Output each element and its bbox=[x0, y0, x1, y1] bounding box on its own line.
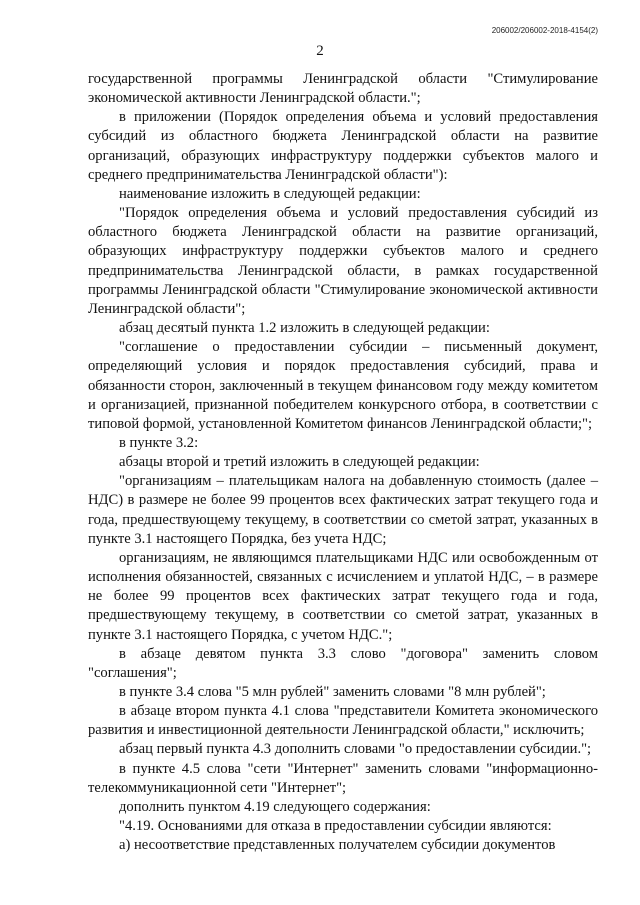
paragraph-add-item-4-19: дополнить пунктом 4.19 следующего содержания: bbox=[119, 798, 431, 815]
paragraph-item-3-3: в абзаце девятом пункта 3.3 слово "договора" заменить словом "соглашения"; bbox=[88, 645, 598, 681]
paragraph-item-4-19-a: а) несоответствие представленных получателем субсидии документов bbox=[119, 837, 556, 854]
paragraph-item-4-19: "4.19. Основаниями для отказа в предоставлении субсидии являются: bbox=[119, 818, 552, 835]
paragraph-item-4-1: в абзаце втором пункта 4.1 слова "представители Комитета экономического развития и инвестиционной деятельности Ленинградской области," исключить; bbox=[88, 703, 598, 739]
paragraph-item-3-4: в пункте 3.4 слова "5 млн рублей" заменить словами "8 млн рублей"; bbox=[119, 684, 546, 700]
paragraph-item-3-2: в пункте 3.2: bbox=[119, 434, 199, 451]
document-body bbox=[88, 70, 598, 855]
paragraph-new-name: "Порядок определения объема и условий предоставления субсидий из областного бюджета Ленинградской области на развитие организаций, образующих инфраструктуру поддержки субъектов малого и среднего предпринимательства Ленинградской области, в рамках государственной программы Ленинградской области "Стимулирование экономической активности Ленинградской области"; bbox=[88, 205, 598, 317]
paragraph-vat-payers: "организациям – плательщикам налога на добавленную стоимость (далее – НДС) в размере не более 99 процентов всех фактических затрат текущего года и года, предшествующему текущему, в соответствии со сметой затрат, указанных в пункте 3.1 настоящего Порядка, без учета НДС; bbox=[88, 473, 598, 547]
page-number: 2 bbox=[316, 43, 324, 59]
paragraph-item-4-3: абзац первый пункта 4.3 дополнить словами "о предоставлении субсидии."; bbox=[119, 741, 592, 758]
paragraph-item-4-5: в пункте 4.5 слова "сети "Интернет" заменить словами "информационно-телекоммуникационной сети "Интернет"; bbox=[88, 760, 598, 796]
document-registration-number: 206002/206002-2018-4154(2) bbox=[491, 26, 598, 35]
paragraph-non-vat-payers: организациям, не являющимся плательщиками НДС или освобожденным от исполнения обязанностей, связанных с исчислением и уплатой НДС, – в размере не более 99 процентов всех фактических затрат текущего года и года, предшествующему текущему, в соответствии со сметой затрат, указанных в пункте 3.1 настоящего Порядка, с учетом НДС."; bbox=[88, 549, 598, 643]
paragraph-program-title-continuation: государственной программы Ленинградской области "Стимулирование экономической активности Ленинградской области."; bbox=[88, 71, 598, 107]
paragraph-name-change: наименование изложить в следующей редакции: bbox=[119, 185, 421, 202]
paragraph-item-3-2-abzacy: абзацы второй и третий изложить в следующей редакции: bbox=[119, 454, 480, 471]
paragraph-appendix-intro: в приложении (Порядок определения объема и условий предоставления субсидий из областного бюджета Ленинградской области на развитие организаций, образующих инфраструктуру поддержки субъектов малого и среднего предпринимательства Ленинградской области"): bbox=[88, 109, 598, 183]
paragraph-agreement-definition: "соглашение о предоставлении субсидии – письменный документ, определяющий условия и порядок предоставления субсидий, права и обязанности сторон, заключенный в текущем финансовом году между комитетом и организацией, признанной победителем конкурсного отбора, в соответствии с типовой формой, установленной Комитетом финансов Ленинградской области;"; bbox=[88, 339, 598, 432]
paragraph-item-1-2: абзац десятый пункта 1.2 изложить в следующей редакции: bbox=[119, 320, 490, 337]
